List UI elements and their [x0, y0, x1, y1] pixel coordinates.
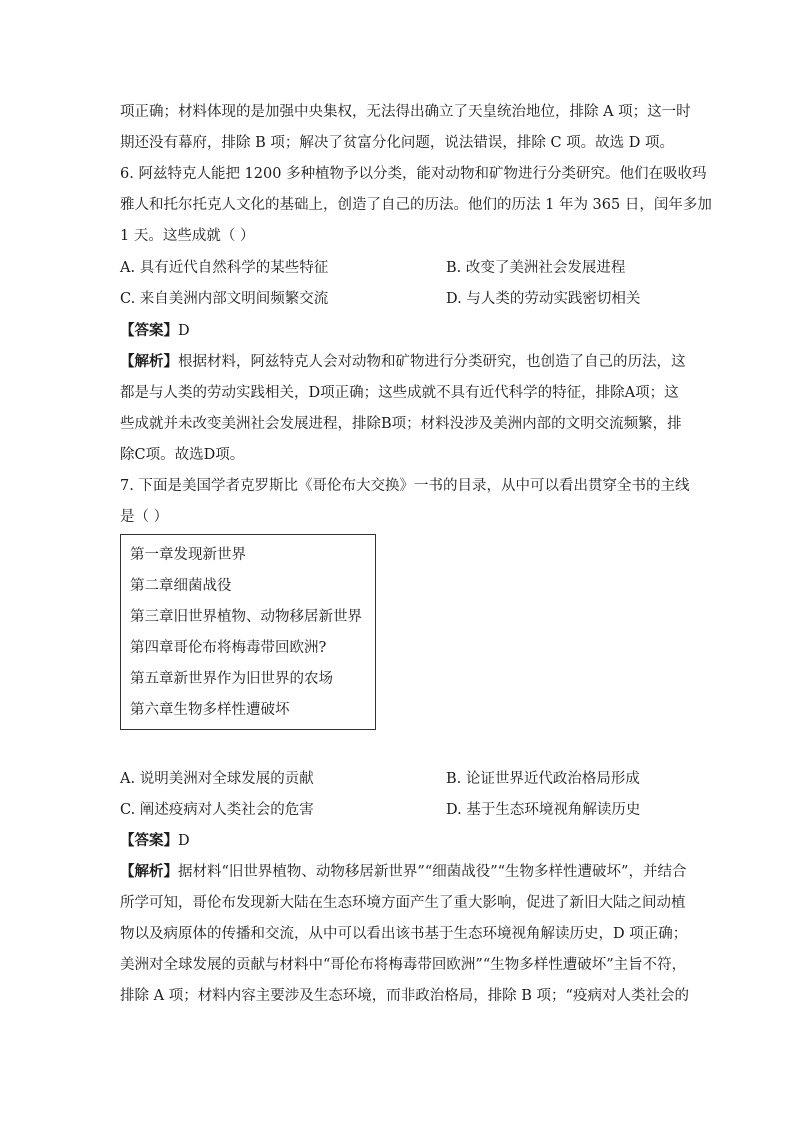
toc-item: 第三章旧世界植物、动物移居新世界 [130, 609, 362, 625]
q7-analysis-line: 排除 A 项；材料内容主要涉及生态环境，而非政治格局，排除 B 项；“疫病对人类社会的 [120, 988, 689, 1004]
toc-item: 第六章生物多样性遭破坏 [130, 702, 290, 718]
q6-stem-line: 1 天。这些成就（ ） [120, 228, 255, 244]
q6-option-c: C. 来自美洲内部文明间频繁交流 [120, 291, 329, 307]
toc-item: 第二章细菌战役 [130, 578, 232, 594]
q6-answer [120, 321, 190, 341]
q7-option-b: B. 论证世界近代政治格局形成 [446, 771, 640, 787]
analysis-label: 【解析】 [120, 353, 178, 370]
answer-value: D [178, 323, 190, 339]
q7-answer [120, 831, 190, 851]
q6-option-b: B. 改变了美洲社会发展进程 [446, 260, 626, 276]
book-toc-box [120, 534, 376, 730]
answer-label: 【答案】 [120, 322, 178, 339]
q6-stem-line: 6. 阿兹特克人能把 1200 多种植物予以分类，能对动物和矿物进行分类研究。他们在吸收玛 [120, 166, 707, 182]
q7-stem-line: 7. 下面是美国学者克罗斯比《哥伦布大交换》一书的目录，从中可以看出贯穿全书的主线 [120, 478, 690, 494]
q7-option-a: A. 说明美洲对全球发展的贡献 [120, 771, 314, 787]
q7-option-c: C. 阐述疫病对人类社会的危害 [120, 802, 314, 818]
q6-option-d: D. 与人类的劳动实践密切相关 [446, 291, 641, 307]
q6-analysis-line: 些成就并未改变美洲社会发展进程，排除B项；材料没涉及美洲内部的文明交流频繁，排 [120, 416, 682, 432]
q6-option-a: A. 具有近代自然科学的某些特征 [120, 260, 329, 276]
q7-analysis-line: 美洲对全球发展的贡献与材料中“哥伦布将梅毒带回欧洲”“生物多样性遭破坏”主旨不符， [120, 957, 687, 973]
q7-analysis-line [120, 862, 686, 882]
answer-label: 【答案】 [120, 832, 178, 849]
toc-item: 第五章新世界作为旧世界的农场 [130, 671, 333, 687]
q7-option-d: D. 基于生态环境视角解读历史 [446, 802, 641, 818]
q6-analysis-line: 都是与人类的劳动实践相关，D项正确；这些成就不具有近代科学的特征，排除A项；这 [120, 385, 679, 401]
q7-stem-line: 是（ ） [120, 509, 169, 525]
prev-explanation-line: 项正确；材料体现的是加强中央集权，无法得出确立了天皇统治地位，排除 A 项；这一时 [120, 104, 691, 120]
toc-item: 第四章哥伦布将梅毒带回欧洲? [130, 640, 327, 656]
q6-stem-line: 雅人和托尔托克人文化的基础上，创造了自己的历法。他们的历法 1 年为 365 日，闰年多加 [120, 197, 712, 213]
prev-explanation-line: 期还没有幕府，排除 B 项；解决了贫富分化问题，说法错误，排除 C 项。故选 D 项。 [120, 135, 675, 151]
analysis-text: 据材料“旧世界植物、动物移居新世界”“细菌战役”“生物多样性遭破坏”，并结合 [178, 864, 687, 880]
q7-analysis-line: 物以及病原体的传播和交流，从中可以看出该书基于生态环境视角解读历史，D 项正确； [120, 926, 688, 942]
q6-analysis-line [120, 352, 686, 372]
toc-item: 第一章发现新世界 [130, 547, 246, 563]
answer-value: D [178, 833, 190, 849]
q6-analysis-line: 除C项。故选D项。 [120, 447, 245, 463]
q7-analysis-line: 所学可知，哥伦布发现新大陆在生态环境方面产生了重大影响，促进了新旧大陆之间动植 [120, 895, 686, 911]
analysis-text: 根据材料，阿兹特克人会对动物和矿物进行分类研究，也创造了自己的历法，这 [178, 354, 686, 370]
analysis-label: 【解析】 [120, 863, 178, 880]
